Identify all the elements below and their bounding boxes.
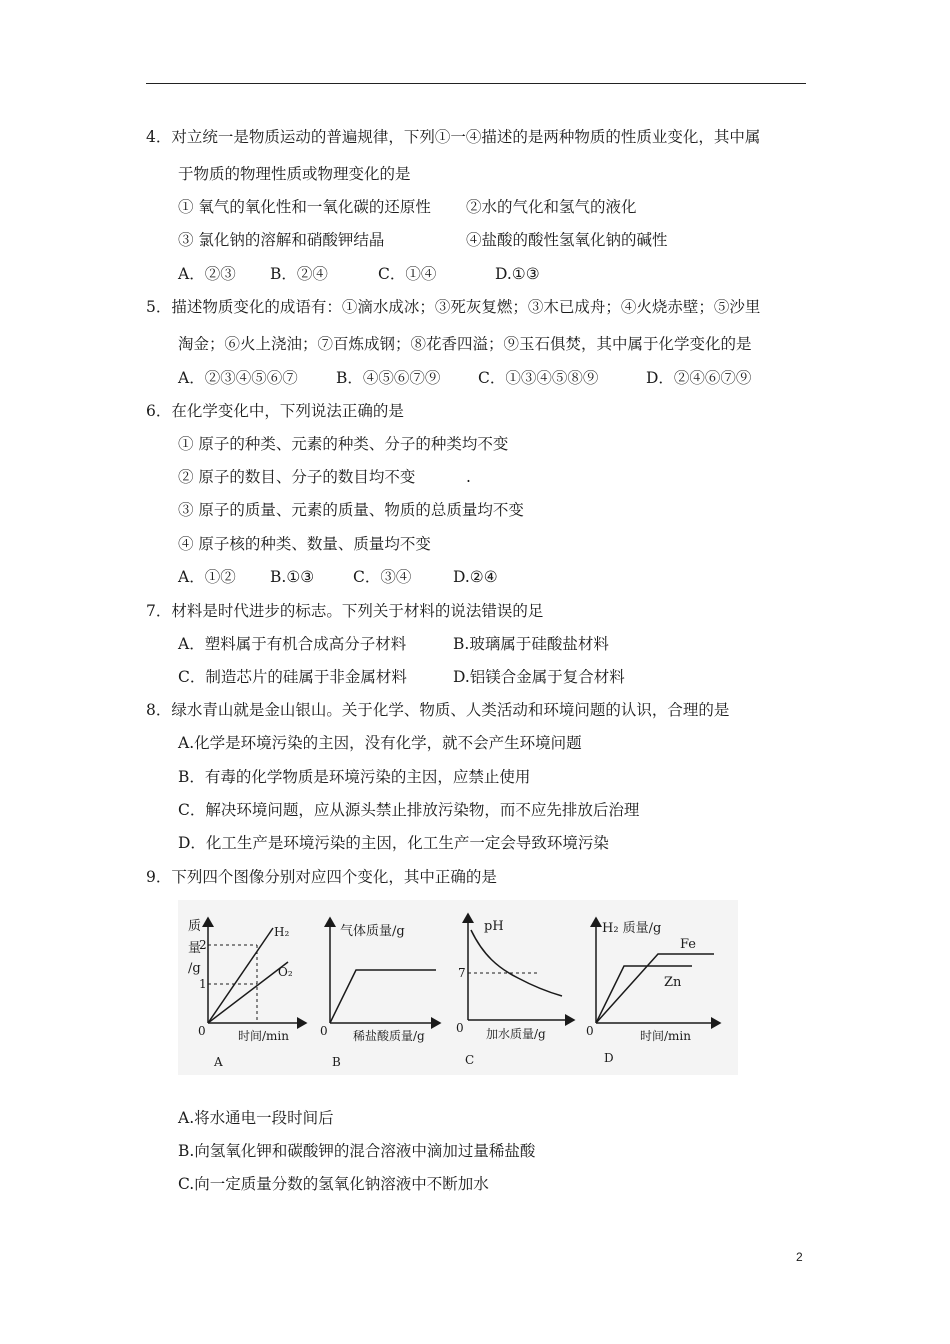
page-number: 2 bbox=[796, 1250, 803, 1264]
q4-option-c[interactable]: C．①④ bbox=[378, 265, 437, 283]
graph-a-h2-label: H₂ bbox=[274, 925, 290, 939]
q9-option-a[interactable]: A.将水通电一段时间后 bbox=[178, 1109, 334, 1127]
q5-option-b[interactable]: B．④⑤⑥⑦⑨ bbox=[336, 369, 441, 387]
graph-a-o2-label: O₂ bbox=[278, 965, 293, 979]
q7-option-b[interactable]: B.玻璃属于硅酸盐材料 bbox=[453, 635, 609, 653]
q6-option-d[interactable]: D.②④ bbox=[453, 568, 498, 586]
q4-option-b[interactable]: B．②④ bbox=[270, 265, 328, 283]
graph-a-origin: 0 bbox=[198, 1024, 206, 1038]
header-rule bbox=[146, 83, 806, 84]
graph-a-tick-2: 2 bbox=[199, 938, 207, 952]
graph-a-ylabel-2: 量 bbox=[188, 941, 202, 956]
graph-c-ylabel: pH bbox=[484, 919, 504, 934]
graph-a bbox=[188, 918, 306, 1069]
q6-item-1: ① 原子的种类、元素的种类、分子的种类均不变 bbox=[178, 435, 509, 453]
graph-d-zn-label: Zn bbox=[664, 975, 682, 990]
q7-option-a[interactable]: A．塑料属于有机合成高分子材料 bbox=[178, 635, 407, 653]
q6-item-2: ② 原子的数目、分子的数目均不变 bbox=[178, 468, 416, 486]
graph-b bbox=[320, 918, 440, 1069]
q4-option-d[interactable]: D.①③ bbox=[495, 265, 540, 283]
graph-a-h2-line bbox=[208, 928, 273, 1023]
q4-item-2: ②水的气化和氢气的液化 bbox=[466, 198, 637, 216]
graph-d-ylabel: H₂ 质量/g bbox=[602, 921, 662, 936]
q9-graphs-figure bbox=[178, 900, 738, 1075]
q8-option-d[interactable]: D．化工生产是环境污染的主因，化工生产一定会导致环境污染 bbox=[178, 834, 609, 852]
q8-option-b[interactable]: B．有毒的化学物质是环境污染的主因，应禁止使用 bbox=[178, 768, 531, 786]
graph-c bbox=[456, 914, 574, 1067]
q7-option-d[interactable]: D.铝镁合金属于复合材料 bbox=[453, 668, 625, 686]
graph-a-ylabel-3: /g bbox=[188, 961, 201, 976]
graph-c-xlabel: 加水质量/g bbox=[486, 1027, 546, 1041]
q4-item-1: ① 氧气的氧化性和一氧化碳的还原性 bbox=[178, 198, 431, 216]
q7-stem: 7．材料是时代进步的标志。下列关于材料的说法错误的足 bbox=[146, 602, 544, 620]
graph-b-gas-curve bbox=[330, 970, 436, 1023]
q4-stem-line2: 于物质的物理性质或物理变化的是 bbox=[178, 165, 411, 183]
graph-c-ph-curve bbox=[471, 930, 562, 996]
graph-d-panel-label: D bbox=[604, 1051, 614, 1065]
q6-item-3: ③ 原子的质量、元素的质量、物质的总质量均不变 bbox=[178, 501, 524, 519]
graph-b-panel-label: B bbox=[332, 1055, 341, 1069]
q6-option-b[interactable]: B.①③ bbox=[270, 568, 315, 586]
q5-option-a[interactable]: A．②③④⑤⑥⑦ bbox=[178, 369, 298, 387]
q8-option-a[interactable]: A.化学是环境污染的主因，没有化学，就不会产生环境问题 bbox=[178, 734, 582, 752]
q5-option-c[interactable]: C．①③④⑤⑧⑨ bbox=[478, 369, 599, 387]
graph-a-ylabel-1: 质 bbox=[188, 919, 202, 934]
q6-stem: 6．在化学变化中，下列说法正确的是 bbox=[146, 402, 404, 420]
graph-d-origin: 0 bbox=[586, 1024, 594, 1038]
graph-a-o2-line bbox=[208, 962, 288, 1023]
q8-option-c[interactable]: C．解决环境问题，应从源头禁止排放污染物，而不应先排放后治理 bbox=[178, 801, 640, 819]
q4-item-4: ④盐酸的酸性氢氧化钠的碱性 bbox=[466, 231, 668, 249]
graph-a-tick-1: 1 bbox=[199, 977, 207, 991]
graph-a-xlabel: 时间/min bbox=[238, 1029, 289, 1043]
q5-stem-line2: 淘金；⑥火上浇油；⑦百炼成钢；⑧花香四溢；⑨玉石俱焚，其中属于化学变化的是 bbox=[178, 335, 752, 353]
q6-stray-dot: . bbox=[466, 468, 471, 486]
q7-option-c[interactable]: C．制造芯片的硅属于非金属材料 bbox=[178, 668, 407, 686]
graph-d bbox=[586, 918, 720, 1065]
graph-c-tick-7: 7 bbox=[458, 966, 466, 980]
q4-stem-line1: 4．对立统一是物质运动的普遍规律，下列①一④描述的是两种物质的性质业变化，其中属 bbox=[146, 128, 761, 146]
graph-c-origin: 0 bbox=[456, 1021, 464, 1035]
q5-stem-line1: 5．描述物质变化的成语有：①滴水成冰；③死灰复燃；③木已成舟；④火烧赤壁；⑤沙里 bbox=[146, 298, 761, 316]
q9-option-c[interactable]: C.向一定质量分数的氢氧化钠溶液中不断加水 bbox=[178, 1175, 489, 1193]
graph-a-panel-label: A bbox=[214, 1055, 223, 1069]
graph-b-ylabel: 气体质量/g bbox=[340, 924, 405, 939]
q4-option-a[interactable]: A．②③ bbox=[178, 265, 236, 283]
q5-option-d[interactable]: D．②④⑥⑦⑨ bbox=[646, 369, 752, 387]
graph-b-xlabel: 稀盐酸质量/g bbox=[353, 1029, 425, 1043]
q9-graphs-svg bbox=[178, 900, 738, 1075]
q4-item-3: ③ 氯化钠的溶解和硝酸钾结晶 bbox=[178, 231, 385, 249]
q8-stem: 8．绿水青山就是金山银山。关于化学、物质、人类活动和环境问题的认识，合理的是 bbox=[146, 701, 730, 719]
graph-c-panel-label: C bbox=[465, 1053, 475, 1067]
q6-option-c[interactable]: C．③④ bbox=[353, 568, 412, 586]
graph-d-fe-label: Fe bbox=[680, 937, 697, 952]
graph-b-origin: 0 bbox=[320, 1024, 328, 1038]
q9-option-b[interactable]: B.向氢氧化钾和碳酸钾的混合溶液中滴加过量稀盐酸 bbox=[178, 1142, 536, 1160]
graph-d-xlabel: 时间/min bbox=[640, 1029, 691, 1043]
q9-stem: 9．下列四个图像分别对应四个变化，其中正确的是 bbox=[146, 868, 497, 886]
q6-item-4: ④ 原子核的种类、数量、质量均不变 bbox=[178, 535, 431, 553]
q6-option-a[interactable]: A．①② bbox=[178, 568, 236, 586]
